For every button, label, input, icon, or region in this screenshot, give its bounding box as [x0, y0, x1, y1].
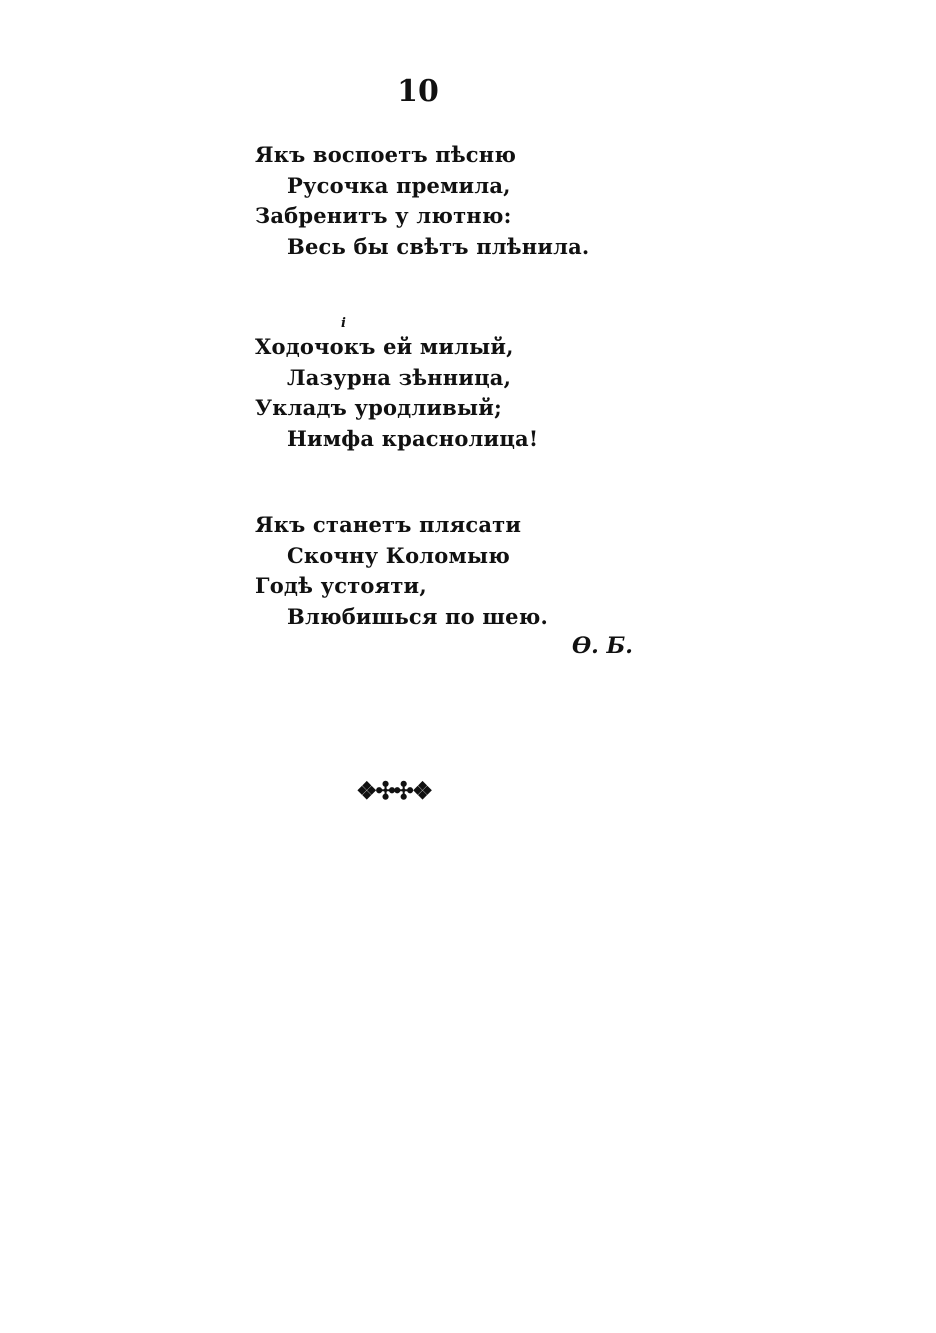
poem-line: Забренитъ у лютню: — [255, 203, 512, 228]
poem-line: Якъ воспоетъ пѣсню — [255, 142, 517, 167]
page-number: 10 — [397, 74, 439, 109]
poem-line: Русочка премила, — [287, 172, 511, 198]
author-signature: Ѳ. Б. — [572, 633, 633, 659]
poem-line: Весь бы свѣтъ плѣнила. — [287, 233, 590, 259]
poem-line: Нимфа краснолица! — [287, 425, 539, 451]
stanza-1 — [255, 140, 675, 262]
stanza-3 — [255, 510, 675, 632]
poem-line: Якъ станетъ плясати — [255, 512, 522, 537]
poem-line: Годѣ устояти, — [255, 573, 427, 598]
poem-line: Лазурна зѣнница, — [287, 364, 512, 390]
poem-line: Ходочокъ ей милый, — [255, 334, 514, 359]
poem-line: Укладъ уродливый; — [255, 395, 502, 420]
ornament-divider-icon: ❖✣✣❖ — [356, 776, 432, 805]
stanza-mark: i — [341, 316, 346, 331]
poem — [255, 140, 675, 688]
stanza-2 — [255, 318, 675, 454]
poem-line: Скочну Коломыю — [287, 542, 510, 568]
poem-line: Влюбишься по шею. — [287, 603, 548, 629]
